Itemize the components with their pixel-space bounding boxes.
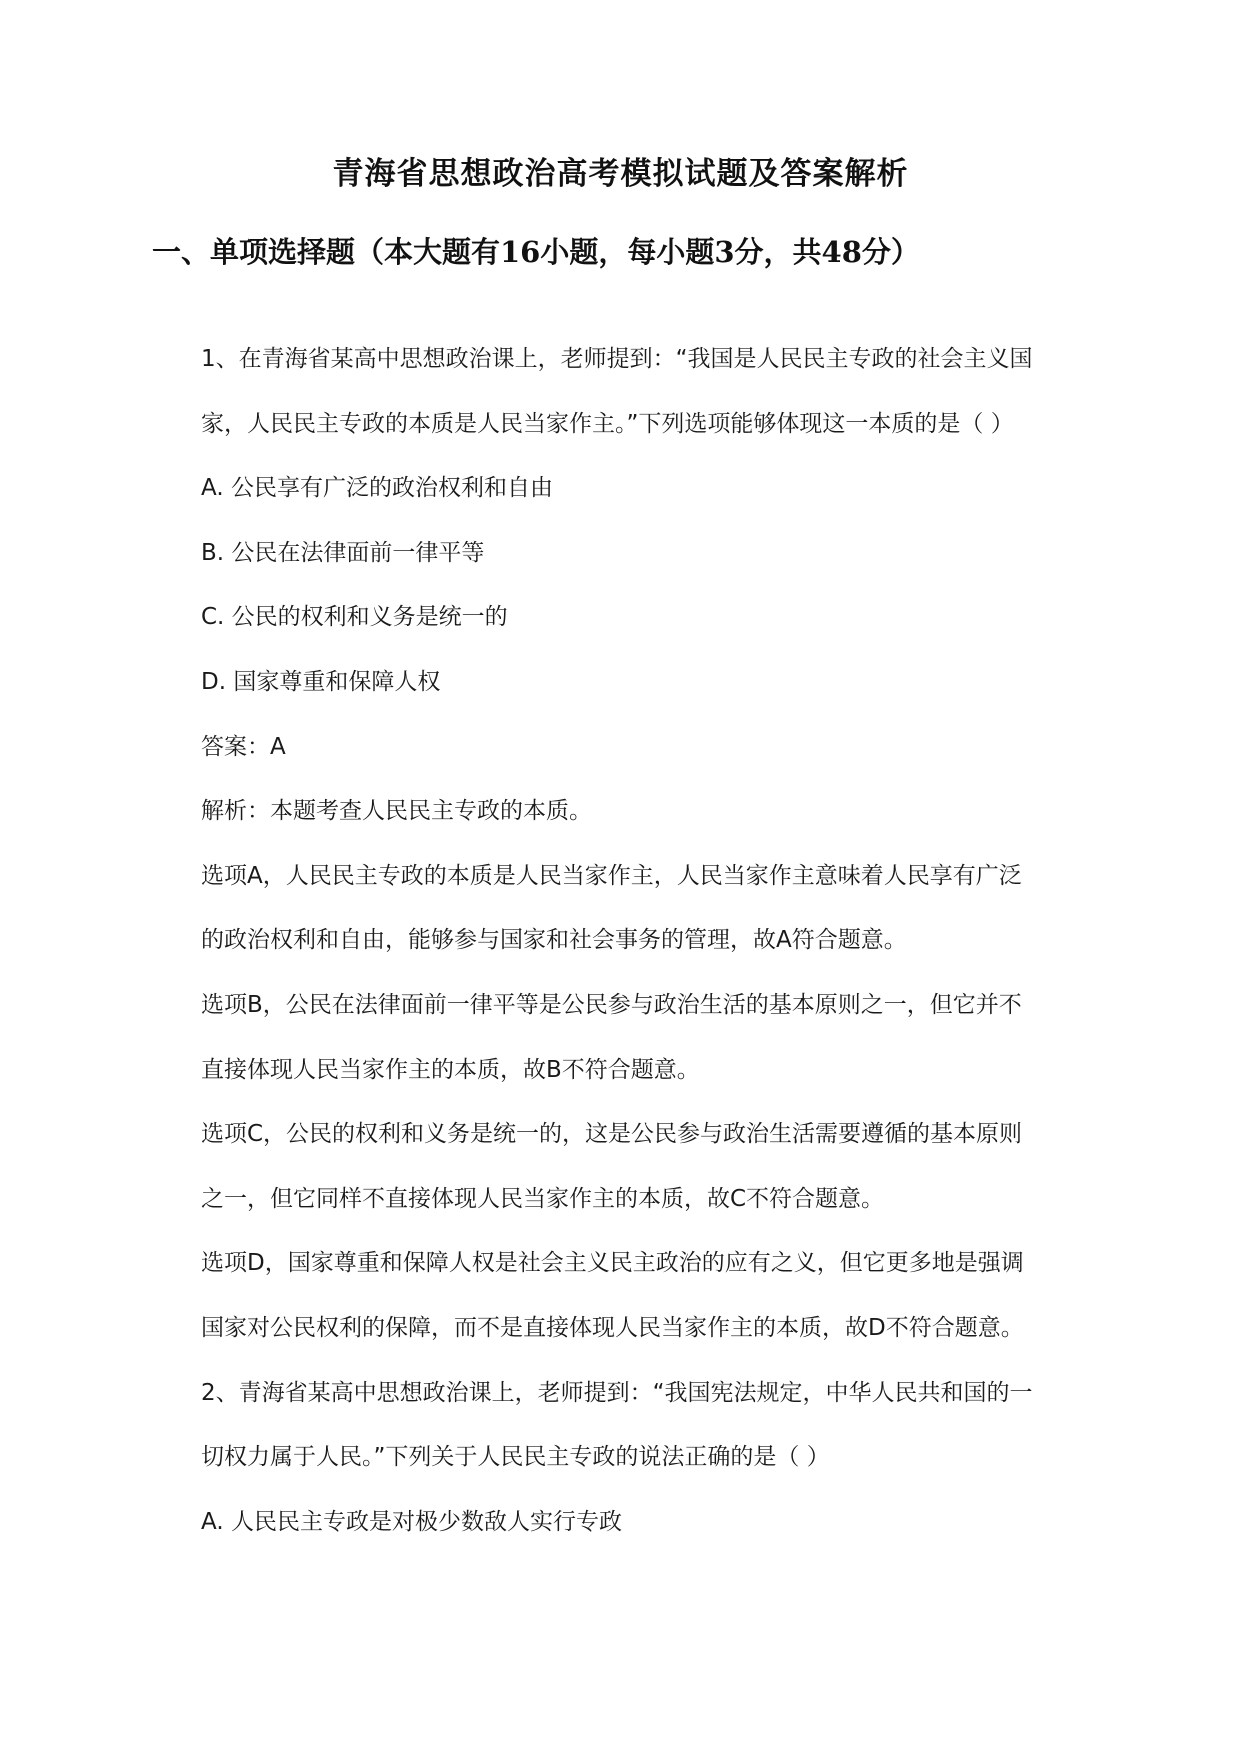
- analysis-intro: 解析：本题考查人民民主专政的本质。: [201, 798, 592, 825]
- option-d: D. 国家尊重和保障人权: [201, 668, 441, 695]
- analysis-b-line-2: 直接体现人民当家作主的本质，故B不符合题意。: [201, 1056, 700, 1083]
- answer-line: 答案：A: [201, 733, 286, 760]
- analysis-a-line-1: 选项A，人民民主专政的本质是人民当家作主，人民当家作主意味着人民享有广泛: [201, 862, 1022, 889]
- option-c: C. 公民的权利和义务是统一的: [201, 604, 508, 631]
- question-2-line-2: 切权力属于人民。”下列关于人民民主专政的说法正确的是（ ）: [201, 1444, 830, 1471]
- analysis-d-line-2: 国家对公民权利的保障，而不是直接体现人民当家作主的本质，故D不符合题意。: [201, 1314, 1024, 1341]
- question-1-line-2: 家，人民民主专政的本质是人民当家作主。”下列选项能够体现这一本质的是（ ）: [201, 410, 1014, 437]
- analysis-a-line-2: 的政治权利和自由，能够参与国家和社会事务的管理，故A符合题意。: [201, 927, 907, 954]
- option-a: A. 公民享有广泛的政治权利和自由: [201, 475, 553, 502]
- analysis-c-line-1: 选项C，公民的权利和义务是统一的，这是公民参与政治生活需要遵循的基本原则: [201, 1121, 1023, 1148]
- question-2-option-a: A. 人民民主专政是对极少数敌人实行专政: [201, 1508, 622, 1535]
- analysis-c-line-2: 之一，但它同样不直接体现人民当家作主的本质，故C不符合题意。: [201, 1185, 885, 1212]
- question-body: [201, 342, 1101, 1569]
- analysis-b-line-1: 选项B，公民在法律面前一律平等是公民参与政治生活的基本原则之一，但它并不: [201, 991, 1022, 1018]
- question-2-line-1: 2、青海省某高中思想政治课上，老师提到：“我国宪法规定，中华人民共和国的一: [201, 1379, 1033, 1406]
- document-title: 青海省思想政治高考模拟试题及答案解析: [332, 156, 909, 192]
- analysis-d-line-1: 选项D，国家尊重和保障人权是社会主义民主政治的应有之义，但它更多地是强调: [201, 1250, 1024, 1277]
- option-b: B. 公民在法律面前一律平等: [201, 539, 485, 566]
- question-1-line-1: 1、在青海省某高中思想政治课上，老师提到：“我国是人民民主专政的社会主义国: [201, 346, 1033, 372]
- section-heading: 一、单项选择题（本大题有16小题，每小题3分，共48分）: [152, 235, 920, 269]
